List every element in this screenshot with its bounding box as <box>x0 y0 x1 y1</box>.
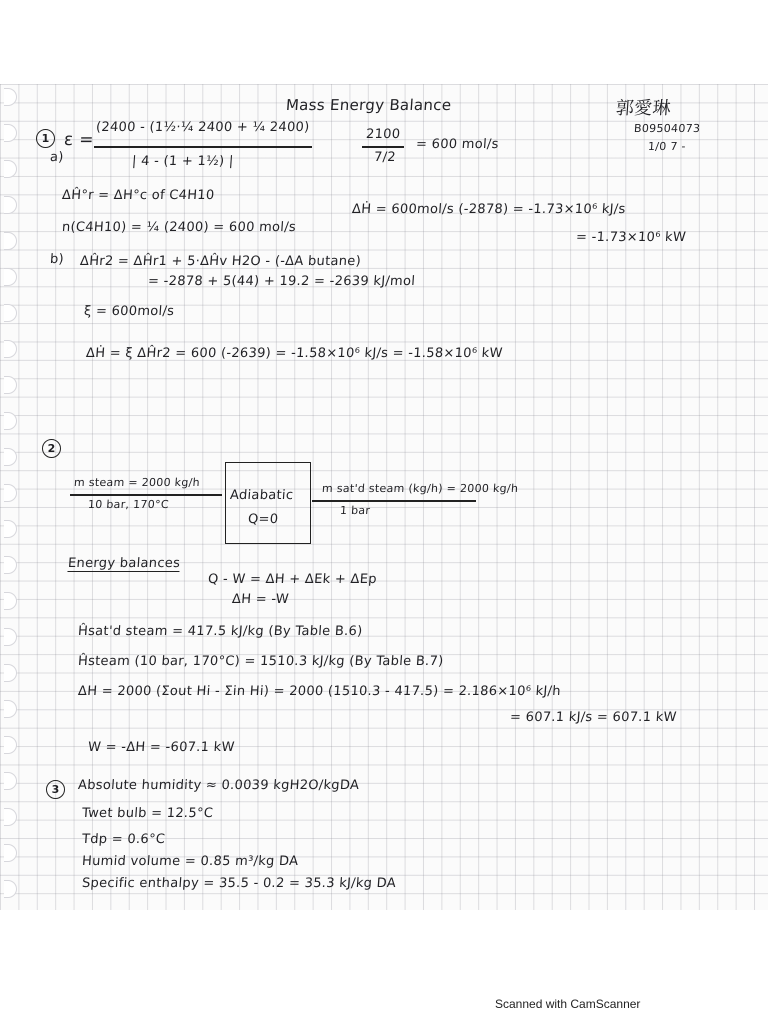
fraction-bar <box>94 146 312 148</box>
binder-hole <box>4 556 17 574</box>
outlet-flow: m sat'd steam (kg/h) = 2000 kg/h <box>321 482 519 495</box>
inlet-arrow <box>70 494 222 496</box>
binder-holes <box>0 84 26 910</box>
binder-hole <box>4 628 17 646</box>
outlet-pressure: 1 bar <box>339 504 371 517</box>
rhs-denominator: 7/2 <box>373 150 397 165</box>
author-name: 郭愛琳 <box>615 98 672 119</box>
wet-bulb-temperature: Twet bulb = 12.5°C <box>81 806 214 821</box>
binder-hole <box>4 700 17 718</box>
problem-2-number: 2 <box>42 439 61 458</box>
extent-symbol: ε = <box>63 130 95 150</box>
enthalpy-change-line-2: = 607.1 kJ/s = 607.1 kW <box>509 710 678 725</box>
outlet-arrow <box>312 500 476 502</box>
binder-hole <box>4 232 17 250</box>
binder-hole <box>4 520 17 538</box>
binder-hole <box>4 844 17 862</box>
part-a-label: a) <box>49 150 65 165</box>
inlet-conditions: 10 bar, 170°C <box>87 498 170 511</box>
dh-part-b-line-1: ΔĤr2 = ΔĤr1 + 5·ΔĤv H2O - (-ΔA butane) <box>79 254 362 269</box>
box-label-adiabatic: Adiabatic <box>229 488 294 503</box>
binder-hole <box>4 196 17 214</box>
extent-denominator: | 4 - (1 + 1½) | <box>131 154 235 169</box>
dh-part-a-line-2: = -1.73×10⁶ kW <box>575 230 687 245</box>
rhs-numerator: 2100 <box>365 127 401 142</box>
dh-part-b-line-2: = -2878 + 5(44) + 19.2 = -2639 kJ/mol <box>147 274 416 289</box>
student-id: B09504073 <box>633 122 701 135</box>
energy-balance-simplified: ΔH = -W <box>231 592 290 607</box>
dh-part-a-line-1: ΔḢ = 600mol/s (-2878) = -1.73×10⁶ kJ/s <box>351 202 627 217</box>
inlet-flow: m steam = 2000 kg/h <box>73 476 201 489</box>
enthalpy-change-line-1: ΔH = 2000 (Σout Hi - Σin Hi) = 2000 (1510.3 - 417.5) = 2.186×10⁶ kJ/h <box>77 684 562 699</box>
binder-hole <box>4 88 17 106</box>
dh-part-b-line-3: ΔḢ = ξ ΔĤr2 = 600 (-2639) = -1.58×10⁶ kJ/s = -1.58×10⁶ kW <box>85 346 504 361</box>
scanner-watermark: Scanned with CamScanner <box>495 997 641 1011</box>
energy-balance-equation: Q - W = ΔH + ΔEk + ΔEp <box>207 572 378 587</box>
binder-hole <box>4 124 17 142</box>
superheated-steam-enthalpy: Ĥsteam (10 bar, 170°C) = 1510.3 kJ/kg (By Table B.7) <box>77 654 444 669</box>
heat-reaction-definition: ΔĤ°r = ΔH°c of C4H10 <box>61 188 215 203</box>
box-label-q: Q=0 <box>247 512 279 527</box>
binder-hole <box>4 448 17 466</box>
problem-1-number: 1 <box>36 129 55 148</box>
energy-balance-heading: Energy balances <box>67 556 181 571</box>
binder-hole <box>4 160 17 178</box>
dew-point-temperature: Tdp = 0.6°C <box>81 832 166 847</box>
absolute-humidity: Absolute humidity ≈ 0.0039 kgH2O/kgDA <box>77 778 360 793</box>
problem-3-number: 3 <box>46 780 65 799</box>
part-b-label: b) <box>49 252 65 267</box>
adiabatic-unit-box <box>225 462 311 544</box>
binder-hole <box>4 268 17 286</box>
binder-hole <box>4 484 17 502</box>
specific-enthalpy: Specific enthalpy = 35.5 - 0.2 = 35.3 kJ/kg DA <box>81 876 397 891</box>
extent-numerator: (2400 - (1½·¼ 2400 + ¼ 2400) <box>95 120 310 135</box>
extent-result: = 600 mol/s <box>415 137 500 152</box>
extent-value: ξ = 600mol/s <box>83 304 175 319</box>
page-title: Mass Energy Balance <box>285 96 452 114</box>
notebook-page <box>0 84 768 910</box>
binder-hole <box>4 808 17 826</box>
binder-hole <box>4 340 17 358</box>
saturated-steam-enthalpy: Ĥsat'd steam = 417.5 kJ/kg (By Table B.6) <box>77 624 364 639</box>
binder-hole <box>4 880 17 898</box>
fraction-bar <box>362 146 404 148</box>
butane-flow: n(C4H10) = ¼ (2400) = 600 mol/s <box>61 220 297 235</box>
binder-hole <box>4 664 17 682</box>
shaft-work: W = -ΔH = -607.1 kW <box>87 740 236 755</box>
binder-hole <box>4 772 17 790</box>
binder-hole <box>4 592 17 610</box>
humid-volume: Humid volume = 0.85 m³/kg DA <box>81 854 299 869</box>
binder-hole <box>4 376 17 394</box>
binder-hole <box>4 304 17 322</box>
binder-hole <box>4 736 17 754</box>
binder-hole <box>4 412 17 430</box>
date-note: 1/0 7 - <box>647 140 687 153</box>
